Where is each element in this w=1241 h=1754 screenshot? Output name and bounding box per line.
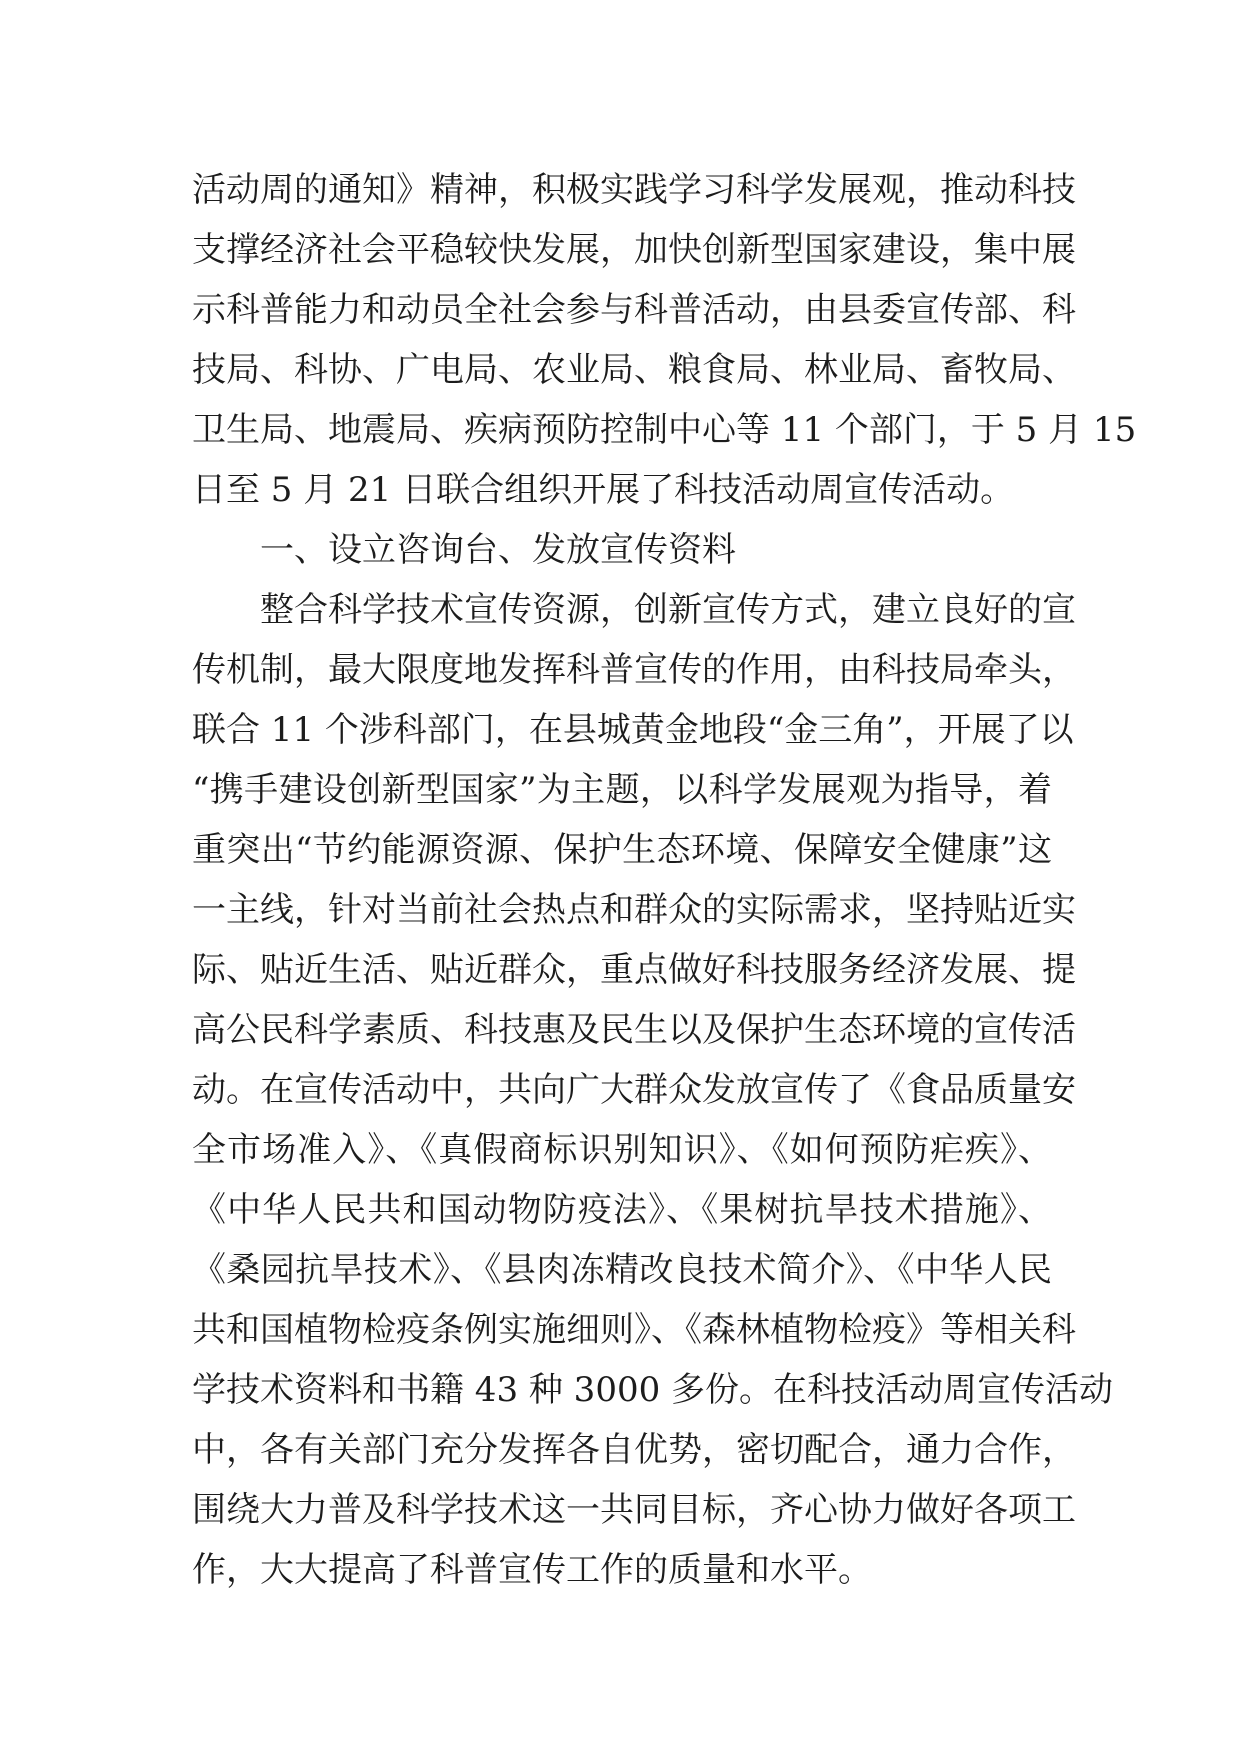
section-heading: 一、设立咨询台、发放宣传资料 bbox=[260, 530, 736, 570]
text-line: 《桑园抗旱技术》、《县肉冻精改良技术简介》、《中华人民 bbox=[192, 1250, 1052, 1290]
text-line: 中，各有关部门充分发挥各自优势，密切配合，通力合作， bbox=[192, 1430, 1076, 1470]
text-line: 技局、科协、广电局、农业局、粮食局、林业局、畜牧局、 bbox=[192, 350, 1076, 390]
text-line: 动。在宣传活动中，共向广大群众发放宣传了《食品质量安 bbox=[192, 1070, 1076, 1110]
text-line: 重突出“节约能源资源、保护生态环境、保障安全健康”这 bbox=[192, 830, 1052, 870]
text-line: 围绕大力普及科学技术这一共同目标，齐心协力做好各项工 bbox=[192, 1490, 1076, 1530]
text-line: 《中华人民共和国动物防疫法》、《果树抗旱技术措施》、 bbox=[192, 1190, 1052, 1230]
document-body bbox=[192, 160, 1137, 1600]
text-line: 际、贴近生活、贴近群众，重点做好科技服务经济发展、提 bbox=[192, 950, 1076, 990]
text-line: 卫生局、地震局、疾病预防控制中心等 11 个部门，于 5 月 15 bbox=[192, 410, 1137, 450]
text-line: 共和国植物检疫条例实施细则》、《森林植物检疫》等相关科 bbox=[192, 1310, 1076, 1350]
text-line: 全市场准入》、《真假商标识别知识》、《如何预防疟疾》、 bbox=[192, 1130, 1052, 1170]
text-line: 支撑经济社会平稳较快发展，加快创新型国家建设，集中展 bbox=[192, 230, 1076, 270]
text-line: “携手建设创新型国家”为主题，以科学发展观为指导，着 bbox=[192, 770, 1052, 810]
text-line: 学技术资料和书籍 43 种 3000 多份。在科技活动周宣传活动 bbox=[192, 1370, 1114, 1410]
text-line: 示科普能力和动员全社会参与科普活动，由县委宣传部、科 bbox=[192, 290, 1076, 330]
text-line: 整合科学技术宣传资源，创新宣传方式，建立良好的宣 bbox=[260, 590, 1076, 630]
text-line: 联合 11 个涉科部门，在县城黄金地段“金三角”，开展了以 bbox=[192, 710, 1074, 750]
text-line: 活动周的通知》精神，积极实践学习科学发展观，推动科技 bbox=[192, 170, 1076, 210]
text-line: 传机制，最大限度地发挥科普宣传的作用，由科技局牵头， bbox=[192, 650, 1076, 690]
text-line: 一主线，针对当前社会热点和群众的实际需求，坚持贴近实 bbox=[192, 890, 1076, 930]
text-line: 高公民科学素质、科技惠及民生以及保护生态环境的宣传活 bbox=[192, 1010, 1076, 1050]
text-line: 作，大大提高了科普宣传工作的质量和水平。 bbox=[192, 1550, 872, 1590]
text-line: 日至 5 月 21 日联合组织开展了科技活动周宣传活动。 bbox=[192, 470, 1015, 510]
